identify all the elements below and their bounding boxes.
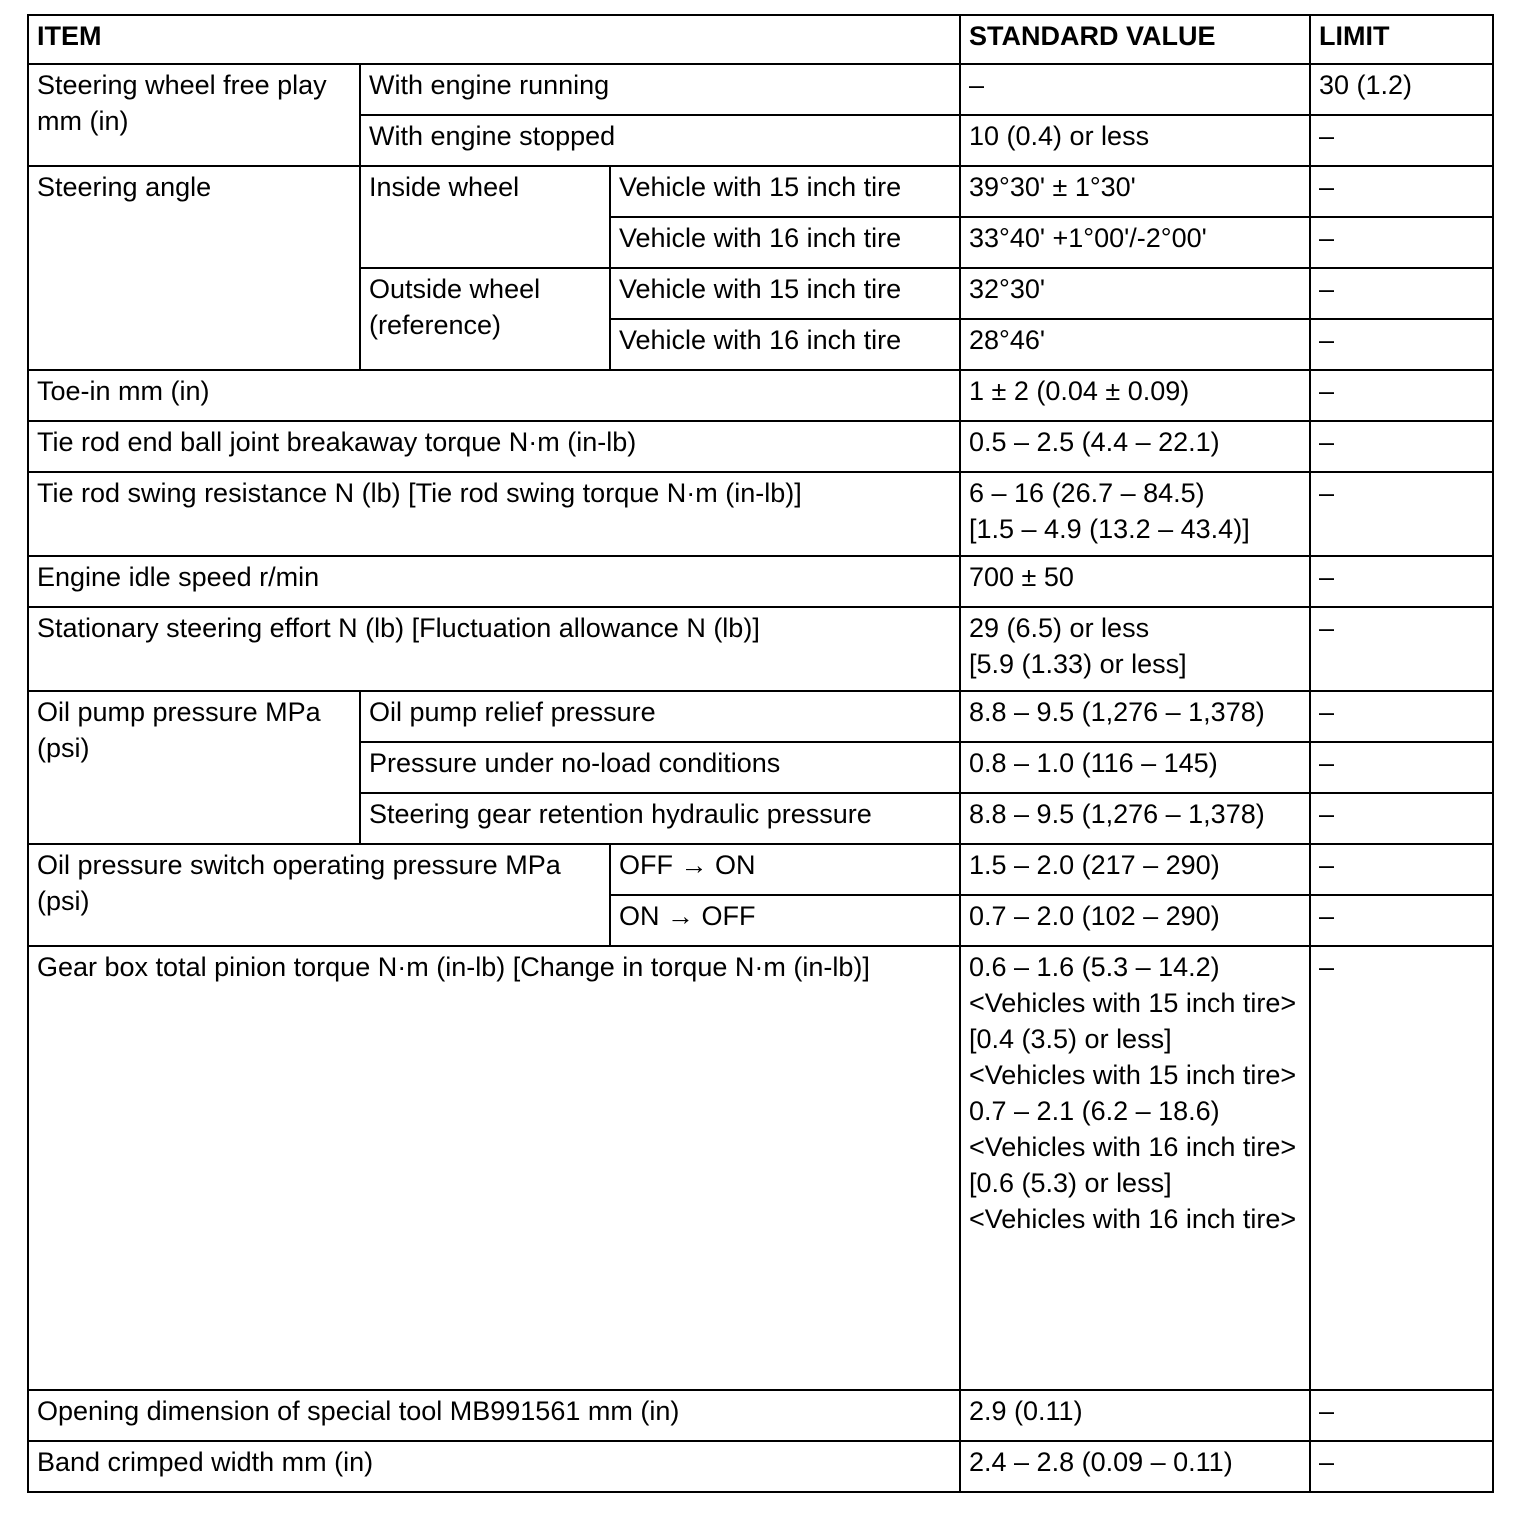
standard-value: 700 ± 50 — [960, 556, 1310, 607]
limit-value: – — [1310, 370, 1493, 421]
standard-value: 8.8 – 9.5 (1,276 – 1,378) — [960, 691, 1310, 742]
condition-label: OFF → ON — [610, 844, 960, 895]
standard-value: 28°46' — [960, 319, 1310, 370]
item-label: Tie rod swing resistance N (lb) [Tie rod swing torque N·m (in-lb)] — [28, 472, 960, 556]
limit-value: – — [1310, 115, 1493, 166]
table-row — [28, 844, 1493, 895]
standard-value: 8.8 – 9.5 (1,276 – 1,378) — [960, 793, 1310, 844]
standard-value: 39°30' ± 1°30' — [960, 166, 1310, 217]
sub-item-label: With engine running — [360, 64, 960, 115]
limit-value: – — [1310, 1390, 1493, 1441]
item-label: Steering angle — [28, 166, 360, 370]
sub-item-label: Inside wheel — [360, 166, 610, 268]
limit-value: – — [1310, 217, 1493, 268]
condition-label: Vehicle with 16 inch tire — [610, 319, 960, 370]
sub-item-label: Oil pump relief pressure — [360, 691, 960, 742]
item-label: Steering wheel free play mm (in) — [28, 64, 360, 166]
limit-value: – — [1310, 691, 1493, 742]
header-limit: LIMIT — [1310, 15, 1493, 64]
item-label: Oil pressure switch operating pressure MPa (psi) — [28, 844, 610, 946]
table-row — [28, 691, 1493, 742]
limit-value: 30 (1.2) — [1310, 64, 1493, 115]
item-label: Stationary steering effort N (lb) [Fluctuation allowance N (lb)] — [28, 607, 960, 691]
standard-value: 0.8 – 1.0 (116 – 145) — [960, 742, 1310, 793]
standard-value: 2.9 (0.11) — [960, 1390, 1310, 1441]
limit-value: – — [1310, 166, 1493, 217]
table-row — [28, 556, 1493, 607]
limit-value: – — [1310, 472, 1493, 556]
limit-value: – — [1310, 607, 1493, 691]
header-standard-value: STANDARD VALUE — [960, 15, 1310, 64]
standard-value: – — [960, 64, 1310, 115]
limit-value: – — [1310, 844, 1493, 895]
limit-value: – — [1310, 421, 1493, 472]
table-row — [28, 421, 1493, 472]
item-label: Band crimped width mm (in) — [28, 1441, 960, 1492]
header-item: ITEM — [28, 15, 960, 64]
specification-table — [27, 14, 1494, 1493]
item-label: Gear box total pinion torque N·m (in-lb) [Change in torque N·m (in-lb)] — [28, 946, 960, 1390]
item-label: Engine idle speed r/min — [28, 556, 960, 607]
limit-value: – — [1310, 895, 1493, 946]
item-label: Toe-in mm (in) — [28, 370, 960, 421]
limit-value: – — [1310, 268, 1493, 319]
item-label: Tie rod end ball joint breakaway torque N·m (in-lb) — [28, 421, 960, 472]
condition-label: Vehicle with 16 inch tire — [610, 217, 960, 268]
limit-value: – — [1310, 319, 1493, 370]
standard-value: 0.7 – 2.0 (102 – 290) — [960, 895, 1310, 946]
standard-value: 2.4 – 2.8 (0.09 – 0.11) — [960, 1441, 1310, 1492]
sub-item-label: Outside wheel (reference) — [360, 268, 610, 370]
table-row — [28, 64, 1493, 115]
table-row — [28, 607, 1493, 691]
standard-value: 6 – 16 (26.7 – 84.5) [1.5 – 4.9 (13.2 – 43.4)] — [960, 472, 1310, 556]
table-row — [28, 1390, 1493, 1441]
header-row — [28, 15, 1493, 64]
sub-item-label: Steering gear retention hydraulic pressure — [360, 793, 960, 844]
limit-value: – — [1310, 1441, 1493, 1492]
standard-value: 1.5 – 2.0 (217 – 290) — [960, 844, 1310, 895]
table-row — [28, 166, 1493, 217]
standard-value: 0.5 – 2.5 (4.4 – 22.1) — [960, 421, 1310, 472]
condition-label: Vehicle with 15 inch tire — [610, 166, 960, 217]
table-row — [28, 1441, 1493, 1492]
sub-item-label: Pressure under no-load conditions — [360, 742, 960, 793]
item-label: Opening dimension of special tool MB991561 mm (in) — [28, 1390, 960, 1441]
limit-value: – — [1310, 793, 1493, 844]
condition-label: Vehicle with 15 inch tire — [610, 268, 960, 319]
sub-item-label: With engine stopped — [360, 115, 960, 166]
limit-value: – — [1310, 946, 1493, 1390]
table-row — [28, 472, 1493, 556]
standard-value: 29 (6.5) or less [5.9 (1.33) or less] — [960, 607, 1310, 691]
limit-value: – — [1310, 556, 1493, 607]
standard-value: 1 ± 2 (0.04 ± 0.09) — [960, 370, 1310, 421]
standard-value: 10 (0.4) or less — [960, 115, 1310, 166]
standard-value: 32°30' — [960, 268, 1310, 319]
standard-value: 33°40' +1°00'/-2°00' — [960, 217, 1310, 268]
table-row — [28, 370, 1493, 421]
standard-value: 0.6 – 1.6 (5.3 – 14.2) <Vehicles with 15 inch tire> [0.4 (3.5) or less] <Vehicles with 15 inch tire> 0.7 – 2.1 (6.2 – 18.6) <Vehicles with 16 inch tire> [0.6 (5.3) or less] <Vehicles with 16 inch tire> — [960, 946, 1310, 1390]
item-label: Oil pump pressure MPa (psi) — [28, 691, 360, 844]
table-row — [28, 946, 1493, 1390]
condition-label: ON → OFF — [610, 895, 960, 946]
limit-value: – — [1310, 742, 1493, 793]
